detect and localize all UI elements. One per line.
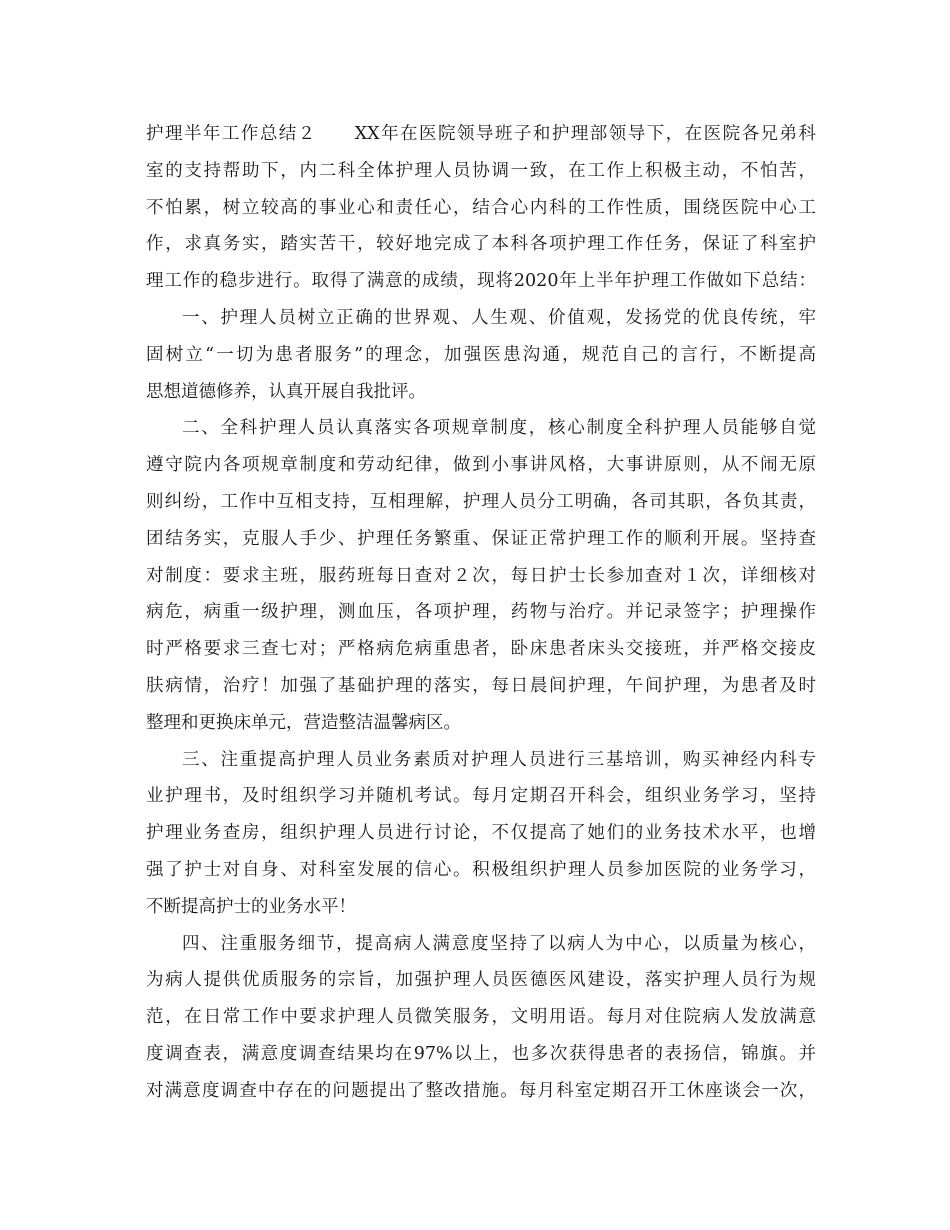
- text-line: 室的支持帮助下，内二科全体护理人员协调一致，在工作上积极主动，不怕苦，: [146, 160, 816, 181]
- text-line: 团结务实，克服人手少、护理任务繁重、保证正常护理工作的顺利开展。坚持查: [146, 528, 816, 549]
- paragraph-1-start: 一、护理人员树立正确的世界观、人生观、价值观，发扬党的优良传统，牢: [182, 307, 816, 328]
- text-line: 对满意度调查中存在的问题提出了整改措施。每月科室定期召开工休座谈会一次，: [146, 1080, 816, 1101]
- text-line: 不怕累，树立较高的事业心和责任心，结合心内科的工作性质，围绕医院中心工: [146, 197, 816, 218]
- text-line: 度调查表，满意度调查结果均在97%以上，也多次获得患者的表扬信，锦旗。并: [146, 1043, 816, 1064]
- text-line: 不断提高护士的业务水平！: [146, 896, 356, 917]
- text-line: 对制度：要求主班，服药班每日查对２次，每日护士长参加查对１次，详细核对: [146, 565, 816, 586]
- text-line: 护理业务查房，组织护理人员进行讨论，不仅提高了她们的业务技术水平，也增: [146, 823, 816, 844]
- paragraph-2-start: 二、全科护理人员认真落实各项规章制度，核心制度全科护理人员能够自觉: [182, 418, 816, 439]
- text-line: 时严格要求三查七对；严格病危病重患者，卧床患者床头交接班，并严格交接皮: [146, 639, 816, 660]
- text-line: 强了护士对自身、对科室发展的信心。积极组织护理人员参加医院的业务学习，: [146, 859, 816, 880]
- paragraph-4-start: 四、注重服务细节，提高病人满意度坚持了以病人为中心，以质量为核心，: [182, 933, 816, 954]
- text-line: 病危，病重一级护理，测血压，各项护理，药物与治疗。并记录签字；护理操作: [146, 602, 816, 623]
- text-line: 为病人提供优质服务的宗旨，加强护理人员医德医风建设，落实护理人员行为规: [146, 970, 816, 991]
- paragraph-3-start: 三、注重提高护理人员业务素质对护理人员进行三基培训，购买神经内科专: [182, 749, 816, 770]
- text-line: 理工作的稳步进行。取得了满意的成绩，现将2020年上半年护理工作做如下总结：: [146, 271, 816, 292]
- text-line: 业护理书，及时组织学习并随机考试。每月定期召开科会，组织业务学习，坚持: [146, 786, 816, 807]
- text-line: 遵守院内各项规章制度和劳动纪律，做到小事讲风格，大事讲原则，从不闹无原: [146, 455, 816, 476]
- text-line: 则纠纷，工作中互相支持，互相理解，护理人员分工明确，各司其职，各负其责，: [146, 491, 816, 512]
- text-line: 思想道德修养，认真开展自我批评。: [146, 381, 426, 402]
- text-line: 肤病情，治疗！加强了基础护理的落实，每日晨间护理，午间护理，为患者及时: [146, 675, 816, 696]
- text-line: 固树立“一切为患者服务”的理念，加强医患沟通，规范自己的言行，不断提高: [146, 344, 816, 365]
- text-line: 整理和更换床单元，营造整洁温馨病区。: [146, 712, 461, 733]
- text-line: 护理半年工作总结２ XX年在医院领导班子和护理部领导下，在医院各兄弟科: [146, 124, 816, 144]
- document-body: [146, 116, 816, 1110]
- text-line: 作，求真务实，踏实苦干，较好地完成了本科各项护理工作任务，保证了科室护: [146, 234, 816, 255]
- text-line: 范，在日常工作中要求护理人员微笑服务，文明用语。每月对住院病人发放满意: [146, 1007, 816, 1028]
